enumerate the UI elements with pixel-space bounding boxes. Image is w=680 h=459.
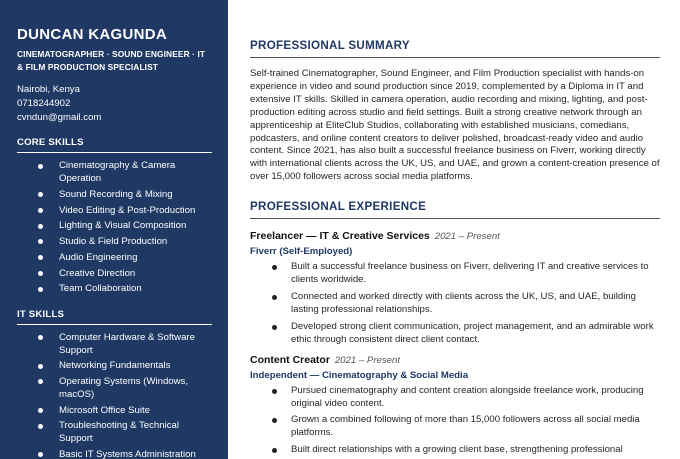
bullet-icon <box>272 448 277 453</box>
bullet-icon <box>272 389 277 394</box>
bullet-icon <box>38 164 43 169</box>
job-organization: Fiverr (Self-Employed) <box>250 246 353 258</box>
candidate-headline: CINEMATOGRAPHER · SOUND ENGINEER · IT & FILM PRODUCTION SPECIALIST <box>17 49 206 72</box>
job-date: 2021 – Present <box>334 354 400 366</box>
core-skill-item: Audio Engineering <box>17 252 212 265</box>
email-text: cvndun@gmail.com <box>17 111 102 123</box>
bullet-icon <box>38 452 43 457</box>
core-skills-heading: CORE SKILLS <box>17 136 212 153</box>
bullet-icon <box>38 208 43 213</box>
bullet-icon <box>272 265 277 270</box>
job-title-line <box>250 229 660 244</box>
it-skills-heading: IT SKILLS <box>17 308 212 325</box>
core-skill-item: Sound Recording & Mixing <box>17 189 212 202</box>
core-skill-item: Video Editing & Post-Production <box>17 205 212 218</box>
bullet-icon <box>38 287 43 292</box>
bullet-icon <box>38 379 43 384</box>
location-text: Nairobi, Kenya <box>17 84 80 95</box>
it-skill-item: Microsoft Office Suite <box>17 405 212 418</box>
job-bullet: Grown a combined following of more than 15,000 followers across all social media platforms. <box>250 414 660 440</box>
core-skills-list <box>17 160 212 296</box>
core-skill-item: Lighting & Visual Composition <box>17 220 212 233</box>
bullet-icon <box>38 192 43 197</box>
job-bullet: Developed strong client communication, project management, and an admirable work ethic through consistent direct client contact. <box>250 321 660 347</box>
job-title-line <box>250 353 660 368</box>
bullet-icon <box>38 424 43 429</box>
job-bullet: Connected and worked directly with clients across the UK, US, and UAE, building lasting professional relationships. <box>250 291 660 317</box>
sidebar <box>0 0 228 459</box>
job-entry <box>250 229 660 346</box>
bullet-icon <box>38 271 43 276</box>
job-bullet: Built a successful freelance business on Fiverr, delivering IT and creative services to clients worldwide. <box>250 261 660 287</box>
bullet-icon <box>272 418 277 423</box>
bullet-icon <box>272 295 277 300</box>
candidate-name: DUNCAN KAGUNDA <box>17 26 168 43</box>
bullet-icon <box>38 255 43 260</box>
experience-heading: PROFESSIONAL EXPERIENCE <box>250 199 660 219</box>
core-skill-item: Cinematography & Camera Operation <box>17 160 212 185</box>
core-skill-item: Studio & Field Production <box>17 236 212 249</box>
summary-heading: PROFESSIONAL SUMMARY <box>250 38 660 58</box>
it-skill-item: Basic IT Systems Administration <box>17 449 212 459</box>
bullet-icon <box>38 335 43 340</box>
contact-block <box>17 83 212 124</box>
job-date: 2021 – Present <box>434 231 500 243</box>
core-skill-item: Team Collaboration <box>17 283 212 296</box>
core-skill-item: Creative Direction <box>17 268 212 281</box>
summary-text: Self-trained Cinematographer, Sound Engineer, and Film Production specialist with hands-on experience in video and sound production since 2019, complemented by a Diploma in IT and extensive IT skills. Skilled in camera operation, audio recording and mixing, lighting, and post-production editing across studio and field settings. Built a strong creative network through an apprenticeship at EliteClub Studios, collaborating with established musicians, comedians, podcasters, and online content creators to deliver polished, broadcast-ready video and audio content. Since 2021, has also built a successful freelance business on Fiverr, working directly with international clients across the UK, US, and UAE, and grown a content-creation presence of over 15,000 followers across social media platforms. <box>250 68 660 183</box>
bullet-icon <box>38 224 43 229</box>
job-organization: Independent — Cinematography & Social Media <box>250 369 469 381</box>
bullet-icon <box>38 364 43 369</box>
it-skill-item: Computer Hardware & Software Support <box>17 332 212 357</box>
job-bullets <box>250 385 660 458</box>
job-title: Freelancer — IT & Creative Services <box>250 230 430 243</box>
it-skills-list <box>17 332 212 459</box>
bullet-icon <box>38 408 43 413</box>
job-bullets <box>250 261 660 346</box>
job-entry <box>250 353 660 458</box>
main-content <box>250 38 660 459</box>
job-bullet: Pursued cinematography and content creation alongside freelance work, producing original video content. <box>250 385 660 411</box>
job-bullet: Built direct relationships with a growing client base, strengthening professional <box>250 444 660 457</box>
it-skill-item: Networking Fundamentals <box>17 360 212 373</box>
job-title: Content Creator <box>250 353 330 366</box>
it-skill-item: Operating Systems (Windows, macOS) <box>17 376 212 401</box>
phone-text: 0718244902 <box>17 97 71 109</box>
it-skill-item: Troubleshooting & Technical Support <box>17 420 212 445</box>
bullet-icon <box>38 239 43 244</box>
bullet-icon <box>272 325 277 330</box>
